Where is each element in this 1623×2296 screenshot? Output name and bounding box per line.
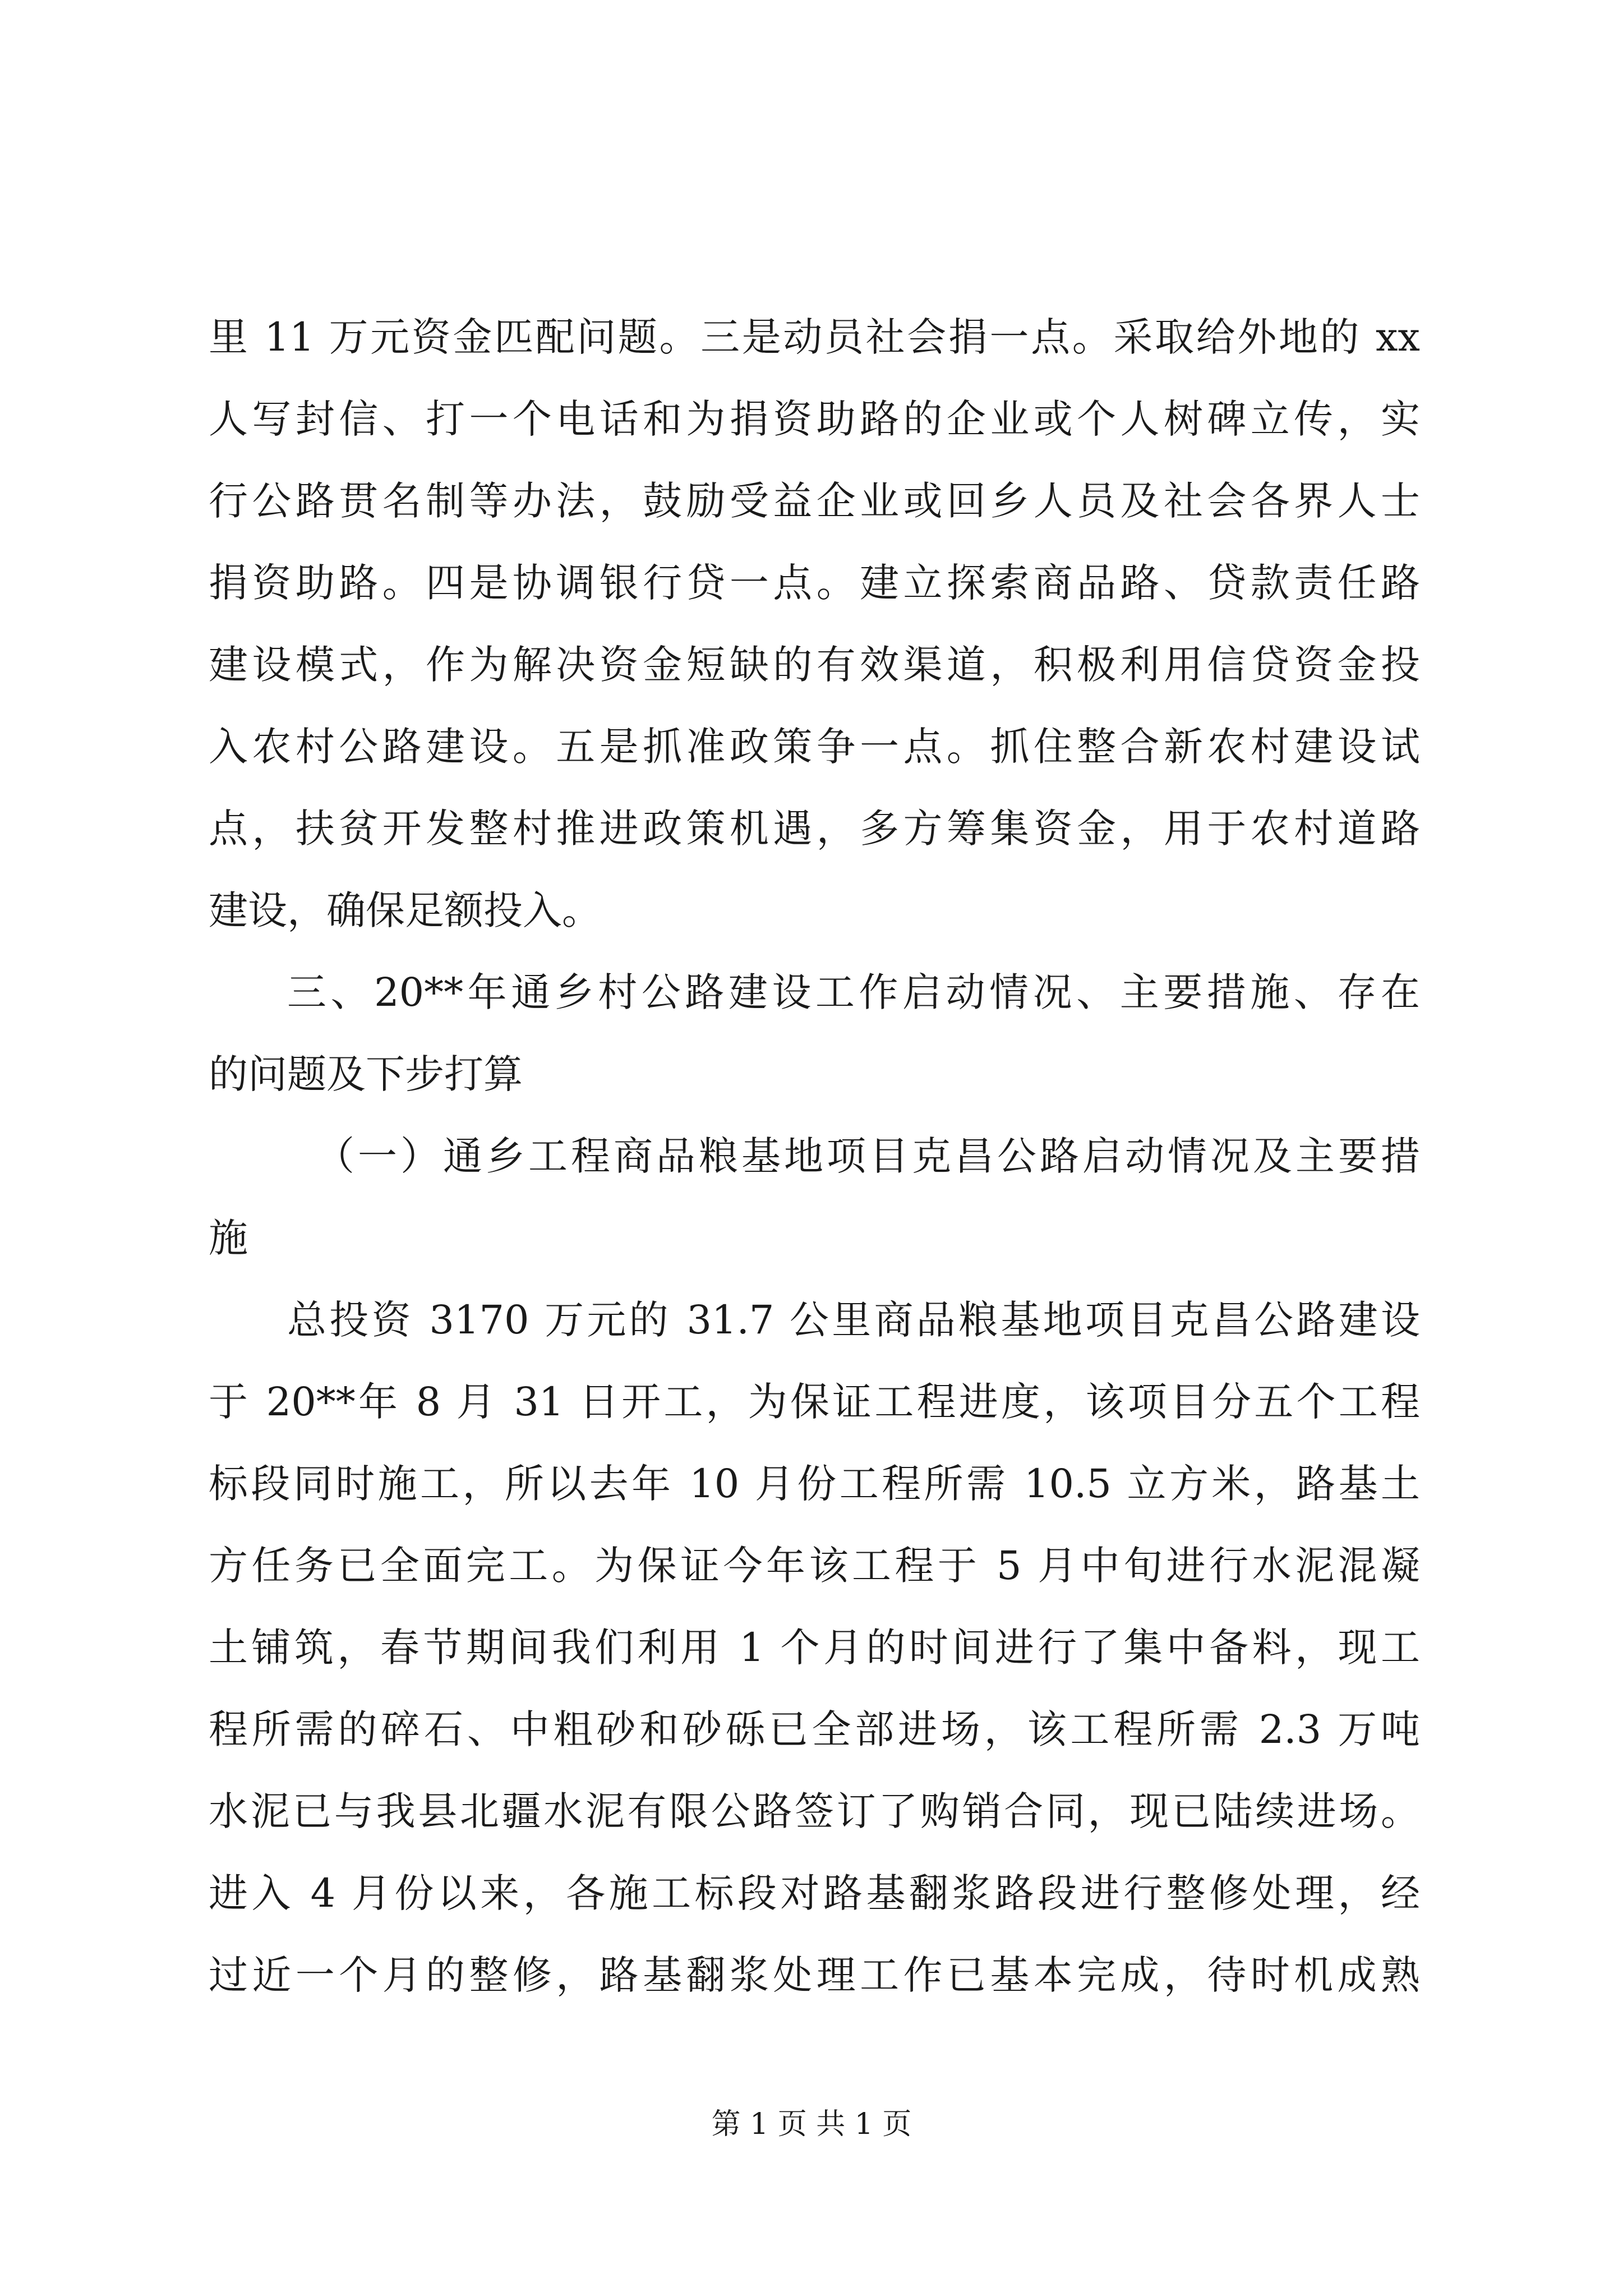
paragraph-4-line-3: 标段同时施工，所以去年 10 月份工程所需 10.5 立方米，路基土	[209, 1461, 1420, 1507]
paragraph-4-line-1: 总投资 3170 万元的 31.7 公里商品粮基地项目克昌公路建设	[287, 1297, 1420, 1343]
paragraph-4-line-6: 程所需的碎石、中粗砂和砂砾已全部进场，该工程所需 2.3 万吨	[209, 1706, 1420, 1752]
document-body	[209, 296, 1420, 2016]
paragraph-1-line-1: 里 11 万元资金匹配问题。三是动员社会捐一点。采取给外地的 xx	[209, 314, 1420, 360]
section-heading-line-2: 的问题及下步打算	[209, 1051, 523, 1097]
subsection-heading-line-1: （一）通乡工程商品粮基地项目克昌公路启动情况及主要措	[315, 1133, 1420, 1179]
paragraph-4-line-4: 方任务已全面完工。为保证今年该工程于 5 月中旬进行水泥混凝	[209, 1543, 1420, 1589]
paragraph-1-line-4: 捐资助路。四是协调银行贷一点。建立探索商品路、贷款责任路	[209, 560, 1420, 606]
paragraph-4-line-9: 过近一个月的整修，路基翻浆处理工作已基本完成，待时机成熟	[209, 1952, 1420, 1998]
paragraph-1-line-8: 建设，确保足额投入。	[209, 887, 601, 933]
paragraph-1-line-3: 行公路贯名制等办法，鼓励受益企业或回乡人员及社会各界人士	[209, 478, 1420, 524]
page-footer: 第 1 页 共 1 页	[711, 2108, 912, 2141]
paragraph-1-line-7: 点，扶贫开发整村推进政策机遇，多方筹集资金，用于农村道路	[209, 806, 1420, 852]
paragraph-4-line-7: 水泥已与我县北疆水泥有限公路签订了购销合同，现已陆续进场。	[209, 1788, 1420, 1834]
paragraph-4-line-2: 于 20**年 8 月 31 日开工，为保证工程进度，该项目分五个工程	[209, 1379, 1420, 1425]
paragraph-1-line-5: 建设模式，作为解决资金短缺的有效渠道，积极利用信贷资金投	[209, 642, 1420, 688]
subsection-heading-line-2: 施	[209, 1215, 248, 1261]
paragraph-4-line-8: 进入 4 月份以来，各施工标段对路基翻浆路段进行整修处理，经	[209, 1870, 1420, 1916]
paragraph-4-line-5: 土铺筑，春节期间我们利用 1 个月的时间进行了集中备料，现工	[209, 1625, 1420, 1671]
paragraph-1-line-2: 人写封信、打一个电话和为捐资助路的企业或个人树碑立传，实	[209, 396, 1420, 442]
paragraph-1-line-6: 入农村公路建设。五是抓准政策争一点。抓住整合新农村建设试	[209, 724, 1420, 770]
section-heading-line-1: 三、20**年通乡村公路建设工作启动情况、主要措施、存在	[287, 969, 1420, 1015]
